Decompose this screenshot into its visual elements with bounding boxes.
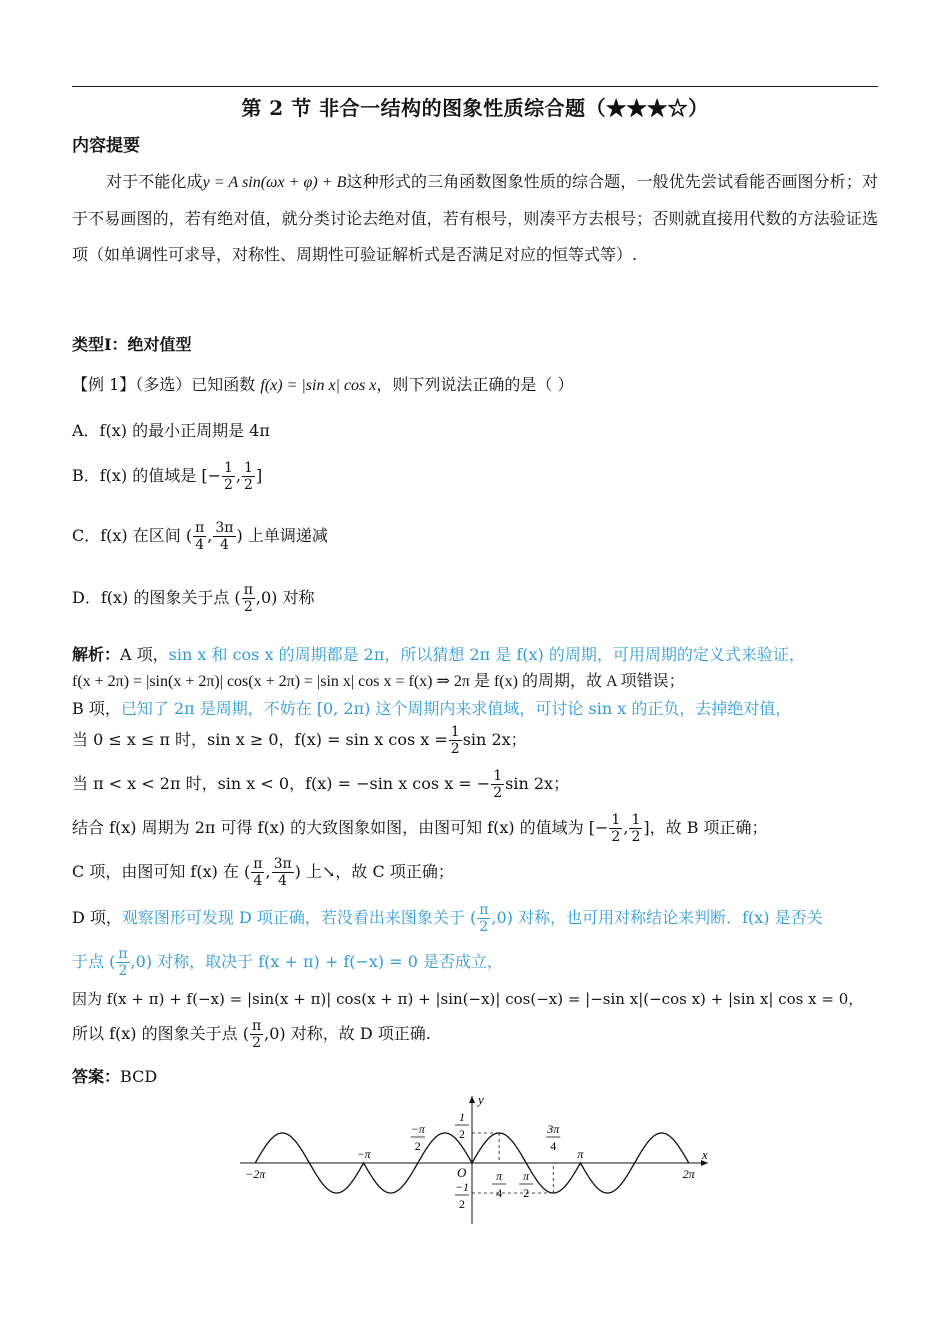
frac-3pi4 [213, 520, 235, 553]
frac-den: 4 [195, 537, 205, 553]
origin-label: O [457, 1165, 467, 1180]
page-title: 第 2 节 非合一结构的图象性质综合题（★★★☆） [241, 96, 709, 120]
solution-b-case2 [72, 768, 878, 801]
solution-b-head: B 项， [72, 699, 121, 718]
frac-den: 2 [611, 829, 621, 845]
frac-pi2 [477, 902, 490, 935]
solution-a-head: A 项， [120, 645, 169, 664]
summary-heading: 内容提要 [72, 136, 140, 156]
summary-paragraph [72, 164, 878, 273]
y-tick-1-num: −1 [454, 1180, 470, 1194]
x-tick-2-den: 2 [414, 1139, 421, 1153]
b-concl-post: ]，故 B 项正确； [643, 818, 768, 837]
solution-a-line1 [72, 642, 878, 665]
frac-half [242, 460, 255, 493]
d-hint-2: ,0) 对称，也可用对称结论来判断．f(x) 是否关 [491, 908, 823, 927]
frac-3pi4 [272, 856, 294, 889]
frac-half [491, 768, 504, 801]
example-function: f(x) = |sin x| cos x [260, 377, 377, 394]
frac-pi4 [251, 856, 264, 889]
d-hint-1: 观察图形可发现 D 项正确，若没看出来图象关于 ( [121, 908, 477, 927]
frac-den: 2 [252, 1035, 261, 1051]
x-tick-4-num: π [523, 1169, 530, 1183]
example-stem [72, 372, 878, 395]
x-tick-5-den: 4 [550, 1139, 557, 1153]
solution-c [72, 856, 878, 889]
solution-label: 解析： [72, 645, 121, 664]
frac-num: 1 [493, 768, 503, 784]
frac-num: π [253, 856, 263, 872]
case2-post: sin 2x； [505, 774, 570, 793]
summary-section [72, 128, 878, 273]
solution-d-line4 [72, 1018, 878, 1051]
solution-d-line1 [72, 902, 878, 935]
frac-num: π [251, 1018, 262, 1034]
option-b-pre: B．f(x) 的值域是 [− [72, 466, 222, 485]
option-b [72, 460, 878, 493]
frac-num: 1 [631, 812, 641, 828]
solution-d-line3: 因为 f(x + π) + f(−x) = |sin(x + π)| cos(x + π) + |sin(−x)| cos(−x) = |−sin x|(−cos x) + |sin x| cos x = 0， [72, 990, 864, 1008]
b-concl-pre: 结合 f(x) 周期为 2π 可得 f(x) 的大致图象如图，由图可知 f(x) 的值域为 [− [72, 818, 609, 837]
frac-num: 1 [224, 460, 233, 476]
y-tick-1-den: 2 [459, 1197, 465, 1211]
option-b-post: ] [255, 466, 263, 485]
y-tick-0-num: 1 [459, 1110, 465, 1124]
solution-b-hint: 已知了 2π 是周期，不妨在 [0, 2π) 这个周期内来求值域，可讨论 sin x 的正负，去掉绝对值， [120, 699, 792, 718]
solution-b-line1 [72, 696, 878, 719]
frac-num: 1 [611, 812, 621, 828]
frac-den: 2 [243, 599, 253, 615]
frac-den: 2 [631, 829, 641, 845]
frac-den: 4 [278, 873, 288, 889]
function-graph [230, 1088, 720, 1228]
frac-den: 4 [219, 537, 229, 553]
frac-num: π [118, 946, 128, 962]
y-axis-arrow [469, 1096, 475, 1103]
frac-den: 2 [450, 741, 460, 757]
option-c-post: ) 上单调递减 [236, 526, 328, 545]
option-d [72, 582, 878, 615]
d-line5-post: ,0) 对称，故 D 项正确. [264, 1024, 431, 1043]
y-axis-label: y [478, 1092, 484, 1107]
x-tick-1: −π [356, 1147, 371, 1161]
x-tick-2-num: −π [410, 1122, 425, 1136]
x-axis-label: x [702, 1147, 708, 1162]
x-tick-6: π [577, 1147, 584, 1161]
frac-den: 2 [493, 785, 503, 801]
solution-b-conclusion [72, 812, 878, 845]
x-tick-3-num: π [496, 1169, 503, 1183]
frac-pi2 [116, 946, 129, 979]
frac-num: 1 [244, 460, 253, 476]
c-pre: C 项，由图可知 f(x) 在 ( [72, 862, 251, 881]
option-c-mid: , [207, 526, 213, 545]
x-tick-5-num: 3π [547, 1122, 560, 1136]
frac-pi4 [193, 520, 206, 553]
d-hint-3-post: ,0) 对称，取决于 f(x + π) + f(−x) = 0 是否成立， [130, 952, 504, 971]
y-tick-0-den: 2 [459, 1127, 465, 1141]
comma: , [265, 862, 271, 881]
frac-den: 2 [118, 963, 128, 979]
solution-b-case1 [72, 724, 878, 757]
frac-num: π [243, 582, 253, 598]
case2-pre: 当 π < x < 2π 时，sin x < 0，f(x) = −sin x cos x = − [72, 774, 491, 793]
case1-pre: 当 0 ≤ x ≤ π 时，sin x ≥ 0，f(x) = sin x cos x = [72, 730, 448, 749]
x-tick-7: 2π [682, 1167, 695, 1181]
frac-num: 1 [450, 724, 460, 740]
x-tick-4-den: 2 [523, 1186, 530, 1200]
frac-pi2 [242, 582, 255, 615]
option-d-pre: D．f(x) 的图象关于点 ( [72, 588, 241, 607]
d-hint-3-pre: 于点 ( [72, 952, 116, 971]
summary-text-1: 对于不能化成 [106, 172, 203, 191]
frac-den: 2 [479, 919, 489, 935]
solution-d-line2 [72, 946, 878, 979]
option-b-mid: , [235, 466, 242, 485]
frac-num: 3π [215, 520, 234, 536]
summary-formula: y = A sin(ωx + φ) + B [202, 174, 347, 191]
frac-den: 2 [224, 477, 233, 493]
answer-value: BCD [120, 1067, 158, 1086]
frac-half [609, 812, 622, 845]
example-tag: 【例 1】（多选）已知函数 [72, 375, 256, 394]
summary-text-2: 这种形式的三角函数图象性质的综合题，一般优先尝试看能否画图分析；对于不易画图的，若有绝对值，就分类讨论去绝对值，若有根号，则凑平方去根号；否则就直接用代数的方法验证选项（如单调性可求导，对称性、周期性可验证解析式是否满足对应的恒等式等）. [72, 172, 878, 264]
answer-label: 答案： [72, 1067, 121, 1086]
frac-den: 4 [253, 873, 263, 889]
c-post: ) 上↘，故 C 项正确； [294, 862, 454, 881]
solution-a-hint: sin x 和 cos x 的周期都是 2π，所以猜想 2π 是 f(x) 的周期，可用周期的定义式来验证， [168, 645, 805, 664]
frac-den: 2 [244, 477, 253, 493]
option-c [72, 520, 878, 553]
x-tick-0: −2π [245, 1167, 266, 1181]
frac-half [449, 724, 462, 757]
frac-num: π [195, 520, 205, 536]
example-question: ，则下列说法正确的是（ ） [376, 375, 574, 394]
top-rule [72, 86, 878, 87]
d-head: D 项， [72, 908, 122, 927]
frac-num: 3π [273, 856, 292, 872]
option-c-pre: C．f(x) 在区间 ( [72, 526, 193, 545]
d-line5-pre: 所以 f(x) 的图象关于点 ( [72, 1024, 249, 1043]
solution-a-line2: f(x + 2π) = |sin(x + 2π)| cos(x + 2π) = |sin x| cos x = f(x) ⇒ 2π 是 f(x) 的周期，故 A 项错误； [72, 673, 685, 690]
answer-line [72, 1064, 878, 1087]
frac-pi2 [250, 1018, 263, 1051]
frac-half [222, 460, 235, 493]
option-a: A．f(x) 的最小正周期是 4π [72, 421, 270, 440]
frac-num: π [479, 902, 489, 918]
case1-post: sin 2x； [462, 730, 527, 749]
comma: , [623, 818, 629, 837]
frac-half [629, 812, 642, 845]
option-d-post: ,0) 对称 [255, 588, 315, 607]
type1-heading: 类型Ⅰ：绝对值型 [72, 335, 192, 354]
x-tick-3-den: 4 [496, 1186, 503, 1200]
